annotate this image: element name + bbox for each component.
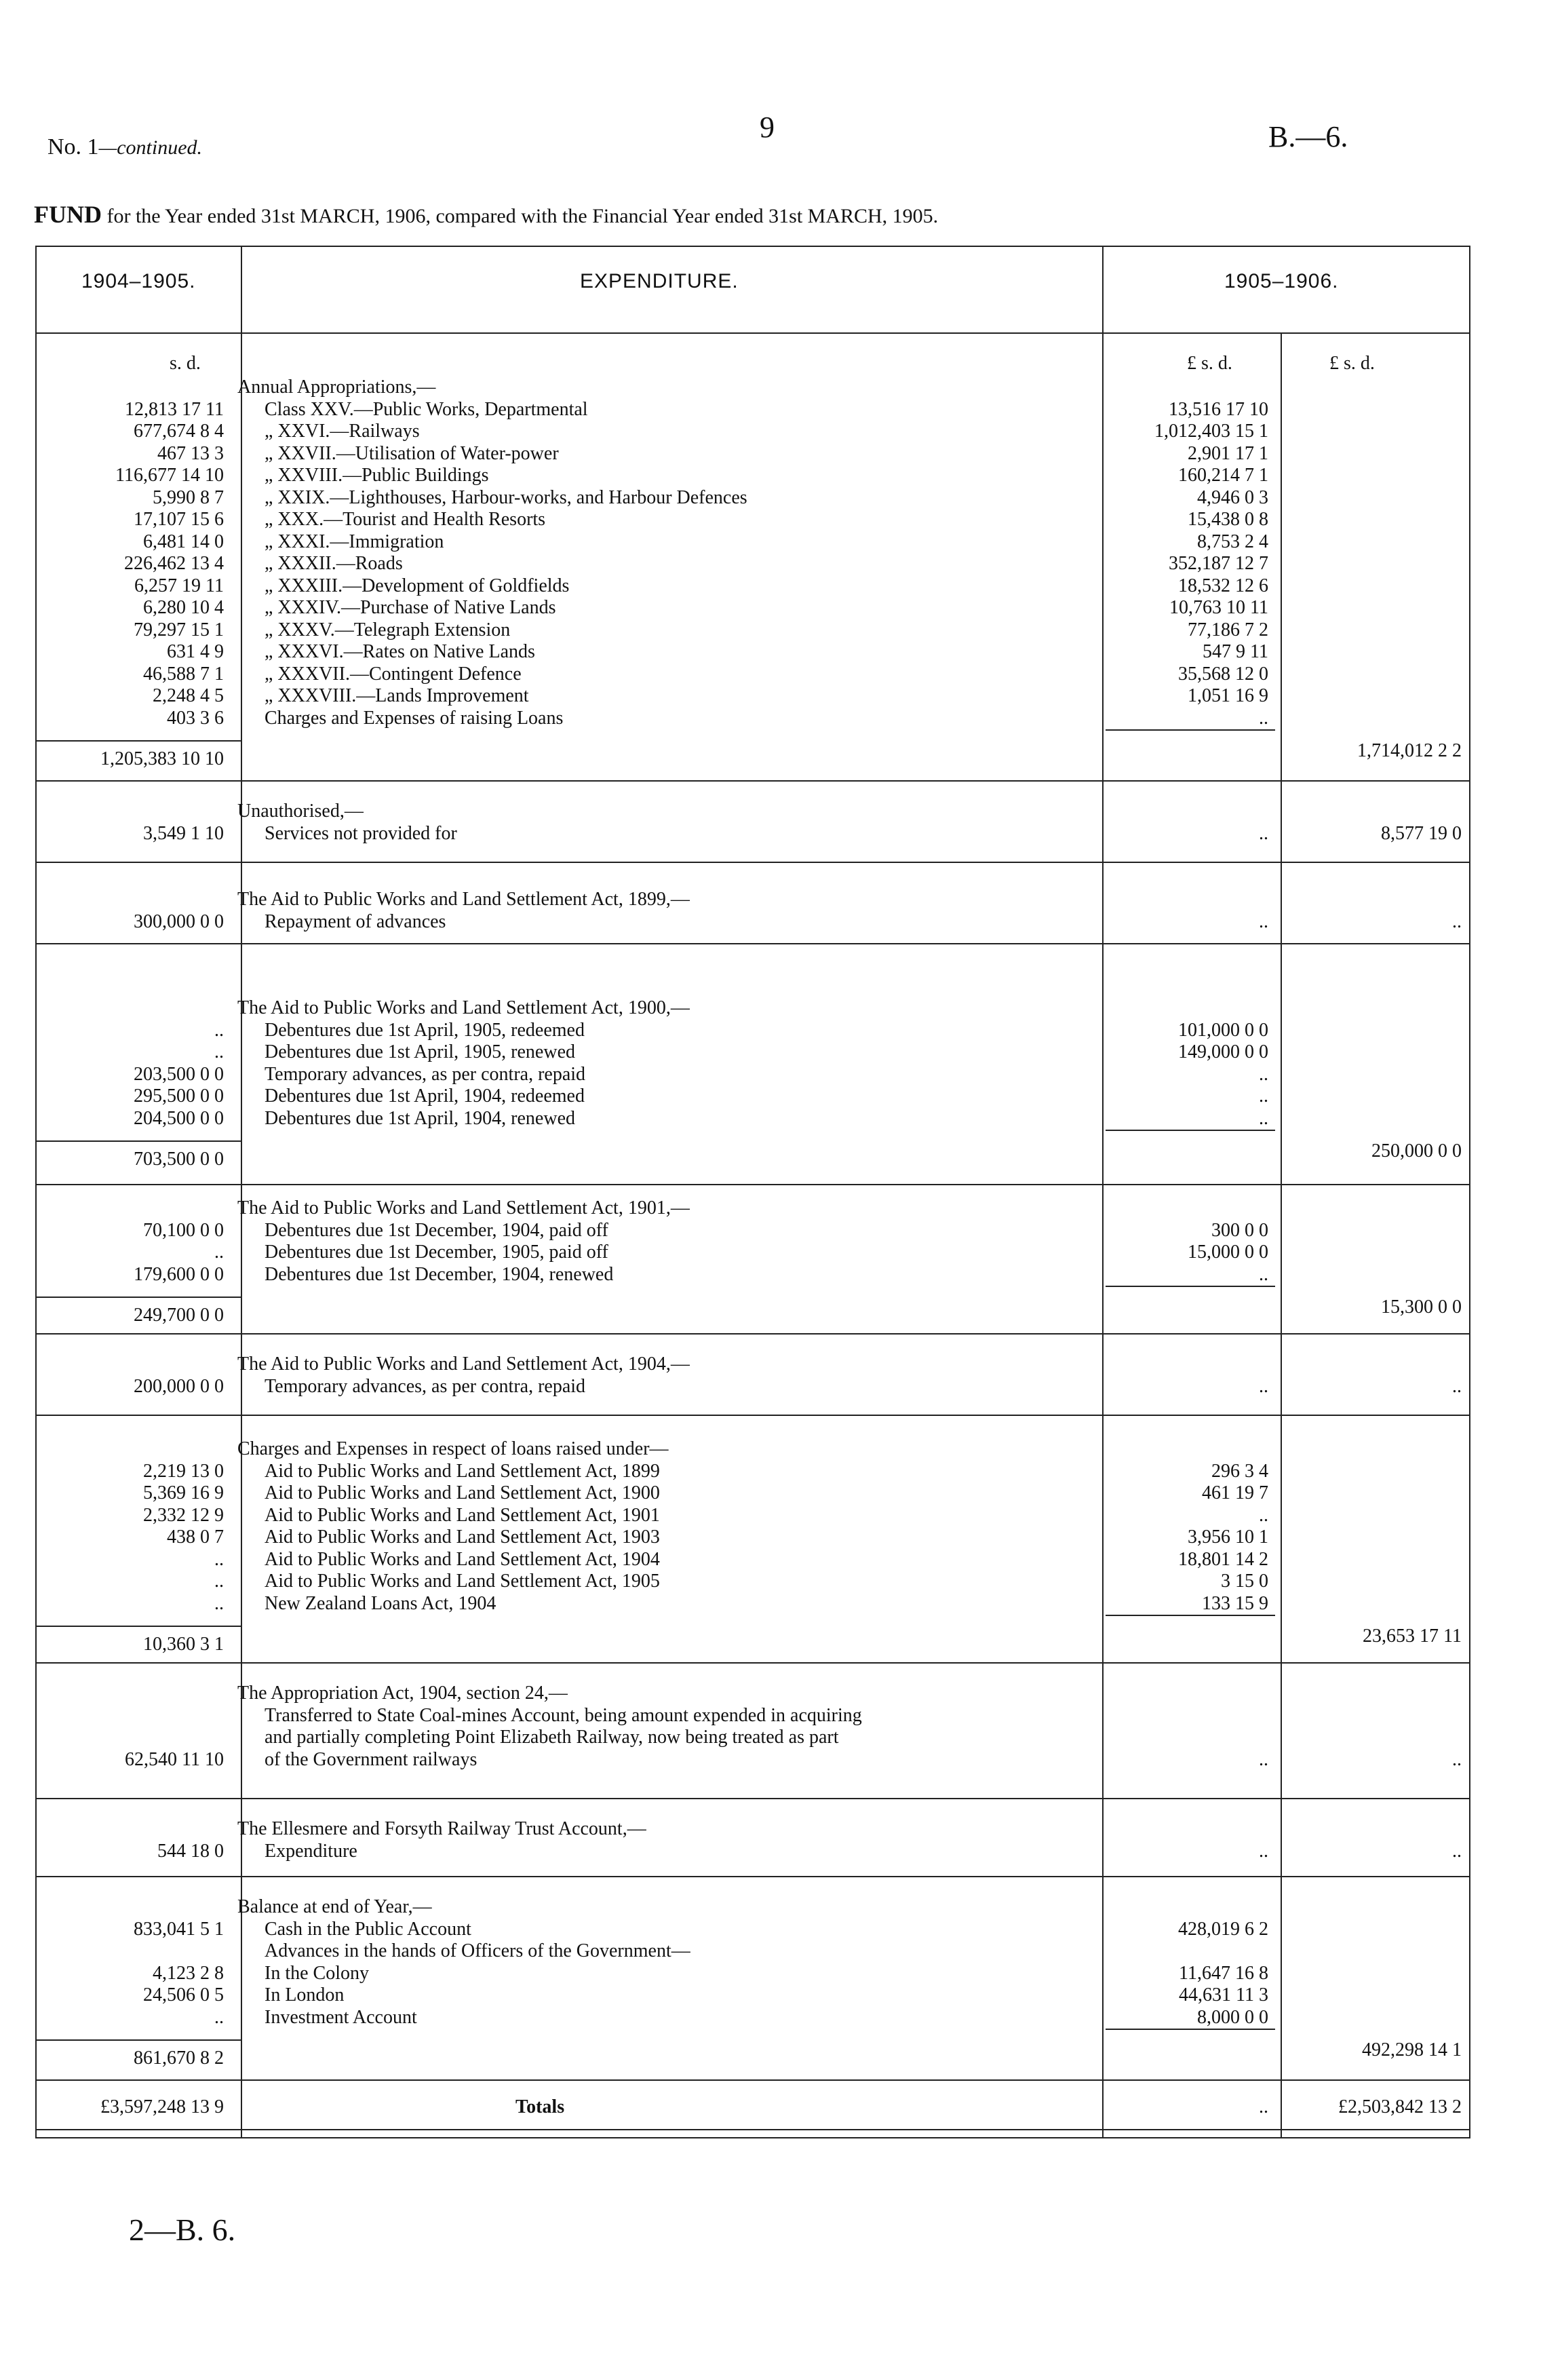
prior-year-subtotal: 10,360 3 1: [143, 1633, 224, 1655]
prior-year-subtotal: 703,500 0 0: [134, 1148, 224, 1170]
current-year-amount: 133 15 9: [1202, 1592, 1268, 1614]
expenditure-item-line: of the Government railways: [265, 1748, 477, 1770]
prior-year-amount: 179,600 0 0: [134, 1263, 224, 1285]
section-heading: The Aid to Public Works and Land Settlement Act, 1901,—: [237, 1197, 690, 1218]
col-divider-1: [241, 246, 242, 2138]
current-year-amount: ..: [1259, 1107, 1268, 1129]
current-year-amount: 15,438 0 8: [1188, 509, 1268, 530]
current-year-amount: 4,946 0 3: [1197, 486, 1268, 508]
current-year-subtotal: 1,714,012 2 2: [1357, 740, 1462, 761]
expenditure-item: „ XXXV.—Telegraph Extension: [265, 619, 511, 640]
current-year-amount: ..: [1259, 1504, 1268, 1526]
prior-year-amount: 24,506 0 5: [143, 1984, 224, 2005]
section-heading: The Aid to Public Works and Land Settlement Act, 1900,—: [237, 997, 690, 1018]
section-divider: [35, 1798, 1470, 1799]
current-year-amount: 18,532 12 6: [1178, 575, 1268, 596]
expenditure-item: Cash in the Public Account: [265, 1918, 471, 1940]
expenditure-item: In London: [265, 1984, 345, 2005]
totals-label: Totals: [515, 2096, 565, 2117]
expenditure-item: „ XXVI.—Railways: [265, 421, 420, 442]
units-left: s. d.: [170, 353, 201, 374]
section-heading: Unauthorised,—: [237, 801, 364, 822]
expenditure-item: „ XXXI.—Immigration: [265, 531, 444, 552]
expenditure-item: „ XXXIV.—Purchase of Native Lands: [265, 597, 556, 618]
prior-year-amount: 6,280 10 4: [143, 597, 224, 618]
subtotal-rule-left: [35, 2039, 241, 2041]
expenditure-item: Advances in the hands of Officers of the Government—: [265, 1940, 690, 1961]
prior-year-amount: 467 13 3: [157, 442, 224, 464]
current-year-amount: 352,187 12 7: [1169, 553, 1268, 574]
expenditure-item: Aid to Public Works and Land Settlement Act, 1905: [265, 1571, 660, 1592]
prior-year-amount: 2,248 4 5: [153, 685, 224, 706]
current-year-amount: 8,753 2 4: [1197, 531, 1268, 552]
prior-year-amount: 833,041 5 1: [134, 1918, 224, 1940]
current-year-subtotal: ..: [1452, 1375, 1462, 1397]
expenditure-item: „ XXVII.—Utilisation of Water-power: [265, 442, 559, 464]
grand-total-current-a: ..: [1259, 2096, 1268, 2117]
prior-year-amount: 70,100 0 0: [143, 1219, 224, 1241]
current-year-subtotal: 15,300 0 0: [1381, 1296, 1462, 1318]
bottom-rule-double: [35, 2129, 1470, 2130]
current-year-amount: 8,000 0 0: [1197, 2006, 1268, 2028]
current-year-amount: ..: [1259, 1263, 1268, 1285]
page-title: FUND for the Year ended 31st MARCH, 1906, compared with the Financial Year ended 31st MARCH, 1905.: [34, 201, 939, 228]
units-right-b: £ s. d.: [1329, 353, 1375, 374]
current-year-amount: ..: [1259, 910, 1268, 932]
subtotal-rule-right: [1106, 729, 1275, 731]
expenditure-item: Investment Account: [265, 2006, 417, 2028]
current-year-amount: 3,956 10 1: [1188, 1527, 1268, 1548]
expenditure-item: Aid to Public Works and Land Settlement Act, 1899: [265, 1460, 660, 1482]
current-year-amount: 160,214 7 1: [1178, 465, 1268, 486]
current-year-amount: 77,186 7 2: [1188, 619, 1268, 640]
prior-year-amount: 2,332 12 9: [143, 1504, 224, 1526]
expenditure-item: Services not provided for: [265, 822, 457, 844]
prior-year-amount: 677,674 8 4: [134, 421, 224, 442]
prior-year-amount: 12,813 17 11: [125, 398, 224, 420]
current-year-subtotal: 492,298 14 1: [1362, 2039, 1462, 2060]
prior-year-amount: 6,481 14 0: [143, 531, 224, 552]
current-year-amount: 10,763 10 11: [1169, 597, 1268, 618]
current-year-subtotal: 23,653 17 11: [1363, 1625, 1462, 1647]
current-year-subtotal: ..: [1452, 1840, 1462, 1862]
current-year-amount: 2,901 17 1: [1188, 442, 1268, 464]
prior-year-amount: 204,500 0 0: [134, 1107, 224, 1129]
current-year-amount: 1,012,403 15 1: [1154, 421, 1268, 442]
prior-year-amount: ..: [214, 1592, 224, 1614]
expenditure-item: In the Colony: [265, 1962, 369, 1984]
prior-year-amount: 46,588 7 1: [143, 663, 224, 685]
current-year-subtotal: 8,577 19 0: [1381, 822, 1462, 844]
prior-year-amount: 79,297 15 1: [134, 619, 224, 640]
prior-year-amount: 17,107 15 6: [134, 509, 224, 530]
subtotal-rule-right: [1106, 1130, 1275, 1131]
prior-year-subtotal: 249,700 0 0: [134, 1304, 224, 1326]
expenditure-item: „ XXXVI.—Rates on Native Lands: [265, 641, 535, 662]
expenditure-item: „ XXXVII.—Contingent Defence: [265, 663, 522, 685]
expenditure-item: „ XXXVIII.—Lands Improvement: [265, 685, 529, 706]
prior-year-amount: 62,540 11 10: [125, 1748, 224, 1770]
prior-year-amount: ..: [214, 1041, 224, 1062]
current-year-subtotal: ..: [1452, 910, 1462, 932]
col-head-1905-1906: 1905–1906.: [1224, 270, 1339, 292]
prior-year-amount: 438 0 7: [167, 1527, 224, 1548]
expenditure-item: „ XXXII.—Roads: [265, 553, 403, 574]
current-year-amount: 15,000 0 0: [1188, 1242, 1268, 1263]
current-year-amount: ..: [1259, 1063, 1268, 1085]
prior-year-amount: 5,369 16 9: [143, 1482, 224, 1503]
current-year-amount: ..: [1259, 1086, 1268, 1107]
current-year-amount: 18,801 14 2: [1178, 1548, 1268, 1570]
section-divider: [35, 862, 1470, 863]
prior-year-amount: 203,500 0 0: [134, 1063, 224, 1085]
subtotal-rule-left: [35, 1626, 241, 1627]
document-reference: B.—6.: [1268, 120, 1348, 153]
expenditure-item: Debentures due 1st December, 1905, paid off: [265, 1242, 608, 1263]
grand-total-prior: £3,597,248 13 9: [100, 2096, 224, 2117]
section-heading: Balance at end of Year,—: [237, 1896, 432, 1917]
prior-year-amount: 631 4 9: [167, 641, 224, 662]
expenditure-item: Debentures due 1st April, 1905, renewed: [265, 1041, 575, 1062]
expenditure-item: Aid to Public Works and Land Settlement Act, 1903: [265, 1527, 660, 1548]
current-year-amount: 461 19 7: [1202, 1482, 1268, 1503]
expenditure-item: Aid to Public Works and Land Settlement Act, 1901: [265, 1504, 660, 1526]
expenditure-item: Repayment of advances: [265, 910, 446, 932]
signature-mark: 2—B. 6.: [129, 2212, 236, 2247]
expenditure-item: Debentures due 1st December, 1904, paid off: [265, 1219, 608, 1241]
prior-year-amount: 2,219 13 0: [143, 1460, 224, 1482]
expenditure-item: New Zealand Loans Act, 1904: [265, 1592, 496, 1614]
prior-year-amount: ..: [214, 1019, 224, 1041]
current-year-subtotal: ..: [1452, 1748, 1462, 1770]
page-number: 9: [760, 111, 775, 144]
expenditure-item: „ XXX.—Tourist and Health Resorts: [265, 509, 546, 530]
current-year-amount: 296 3 4: [1211, 1460, 1268, 1482]
prior-year-amount: 4,123 2 8: [153, 1962, 224, 1984]
prior-year-amount: 226,462 13 4: [124, 553, 224, 574]
expenditure-item: Expenditure: [265, 1840, 357, 1862]
expenditure-item: Debentures due 1st April, 1904, redeemed: [265, 1086, 585, 1107]
section-divider: [35, 780, 1470, 782]
current-year-amount: 3 15 0: [1221, 1571, 1268, 1592]
section-divider: [35, 1415, 1470, 1416]
current-year-amount: ..: [1259, 1840, 1268, 1862]
expenditure-item: „ XXIX.—Lighthouses, Harbour-works, and Harbour Defences: [265, 486, 747, 508]
continuation-label: No. 1—continued.: [47, 134, 203, 159]
section-heading: The Appropriation Act, 1904, section 24,—: [237, 1683, 568, 1704]
prior-year-amount: ..: [214, 1548, 224, 1570]
current-year-amount: 300 0 0: [1211, 1219, 1268, 1241]
prior-year-amount: 403 3 6: [167, 707, 224, 729]
units-right-a: £ s. d.: [1187, 353, 1232, 374]
current-year-amount: ..: [1259, 822, 1268, 844]
grand-total-current: £2,503,842 13 2: [1338, 2096, 1462, 2117]
section-divider: [35, 1662, 1470, 1664]
current-year-amount: 547 9 11: [1203, 641, 1268, 662]
current-year-amount: ..: [1259, 1748, 1268, 1770]
expenditure-item: Debentures due 1st April, 1905, redeemed: [265, 1019, 585, 1041]
prior-year-amount: 544 18 0: [157, 1840, 224, 1862]
expenditure-item: Class XXV.—Public Works, Departmental: [265, 398, 588, 420]
prior-year-subtotal: 861,670 8 2: [134, 2047, 224, 2069]
expenditure-item: Temporary advances, as per contra, repaid: [265, 1063, 586, 1085]
current-year-amount: 35,568 12 0: [1178, 663, 1268, 685]
section-divider: [35, 1333, 1470, 1335]
expenditure-item: „ XXVIII.—Public Buildings: [265, 465, 489, 486]
prior-year-subtotal: 1,205,383 10 10: [100, 748, 224, 769]
expenditure-item-line: Transferred to State Coal-mines Account, being amount expended in acquiring: [265, 1704, 862, 1726]
expenditure-item: Debentures due 1st December, 1904, renewed: [265, 1263, 614, 1285]
current-year-amount: 1,051 16 9: [1188, 685, 1268, 706]
current-year-amount: ..: [1259, 1375, 1268, 1397]
subtotal-rule-right: [1106, 2029, 1275, 2030]
prior-year-amount: 6,257 19 11: [134, 575, 224, 596]
subtotal-rule-right: [1106, 1286, 1275, 1287]
col-head-expenditure: EXPENDITURE.: [580, 270, 739, 292]
prior-year-amount: 200,000 0 0: [134, 1375, 224, 1397]
prior-year-amount: 116,677 14 10: [115, 465, 224, 486]
current-year-amount: ..: [1259, 707, 1268, 729]
current-year-amount: 428,019 6 2: [1178, 1918, 1268, 1940]
prior-year-amount: ..: [214, 1571, 224, 1592]
prior-year-amount: 3,549 1 10: [143, 822, 224, 844]
current-year-amount: 11,647 16 8: [1179, 1962, 1268, 1984]
section-heading: The Aid to Public Works and Land Settlement Act, 1904,—: [237, 1354, 690, 1375]
prior-year-amount: 300,000 0 0: [134, 910, 224, 932]
prior-year-amount: 295,500 0 0: [134, 1086, 224, 1107]
section-divider: [35, 1184, 1470, 1185]
section-heading: The Ellesmere and Forsyth Railway Trust Account,—: [237, 1818, 646, 1839]
section-divider: [35, 943, 1470, 944]
section-divider: [35, 1876, 1470, 1877]
expenditure-item: Aid to Public Works and Land Settlement Act, 1904: [265, 1548, 660, 1570]
expenditure-item: „ XXXIII.—Development of Goldfields: [265, 575, 570, 596]
expenditure-item: Charges and Expenses of raising Loans: [265, 707, 564, 729]
col-divider-3: [1281, 332, 1282, 2138]
header-rule: [35, 332, 1470, 334]
prior-year-amount: ..: [214, 1242, 224, 1263]
expenditure-item-line: and partially completing Point Elizabeth Railway, now being treated as part: [265, 1727, 839, 1748]
prior-year-amount: 5,990 8 7: [153, 486, 224, 508]
subtotal-rule-left: [35, 1297, 241, 1298]
prior-year-amount: ..: [214, 2006, 224, 2028]
current-year-amount: 101,000 0 0: [1178, 1019, 1268, 1041]
subtotal-rule-right: [1106, 1615, 1275, 1616]
section-heading: Annual Appropriations,—: [237, 377, 436, 398]
current-year-subtotal: 250,000 0 0: [1371, 1140, 1462, 1162]
section-divider: [35, 2079, 1470, 2081]
section-heading: The Aid to Public Works and Land Settlement Act, 1899,—: [237, 889, 690, 910]
col-divider-2: [1102, 246, 1104, 2138]
current-year-amount: 44,631 11 3: [1179, 1984, 1268, 2005]
expenditure-item: Aid to Public Works and Land Settlement Act, 1900: [265, 1482, 660, 1503]
current-year-amount: 149,000 0 0: [1178, 1041, 1268, 1062]
section-heading: Charges and Expenses in respect of loans raised under—: [237, 1438, 669, 1459]
expenditure-item: Temporary advances, as per contra, repaid: [265, 1375, 586, 1397]
current-year-amount: 13,516 17 10: [1169, 398, 1268, 420]
expenditure-item: Debentures due 1st April, 1904, renewed: [265, 1107, 575, 1129]
subtotal-rule-left: [35, 1140, 241, 1142]
col-head-1904-1905: 1904–1905.: [81, 270, 196, 292]
subtotal-rule-left: [35, 740, 241, 742]
